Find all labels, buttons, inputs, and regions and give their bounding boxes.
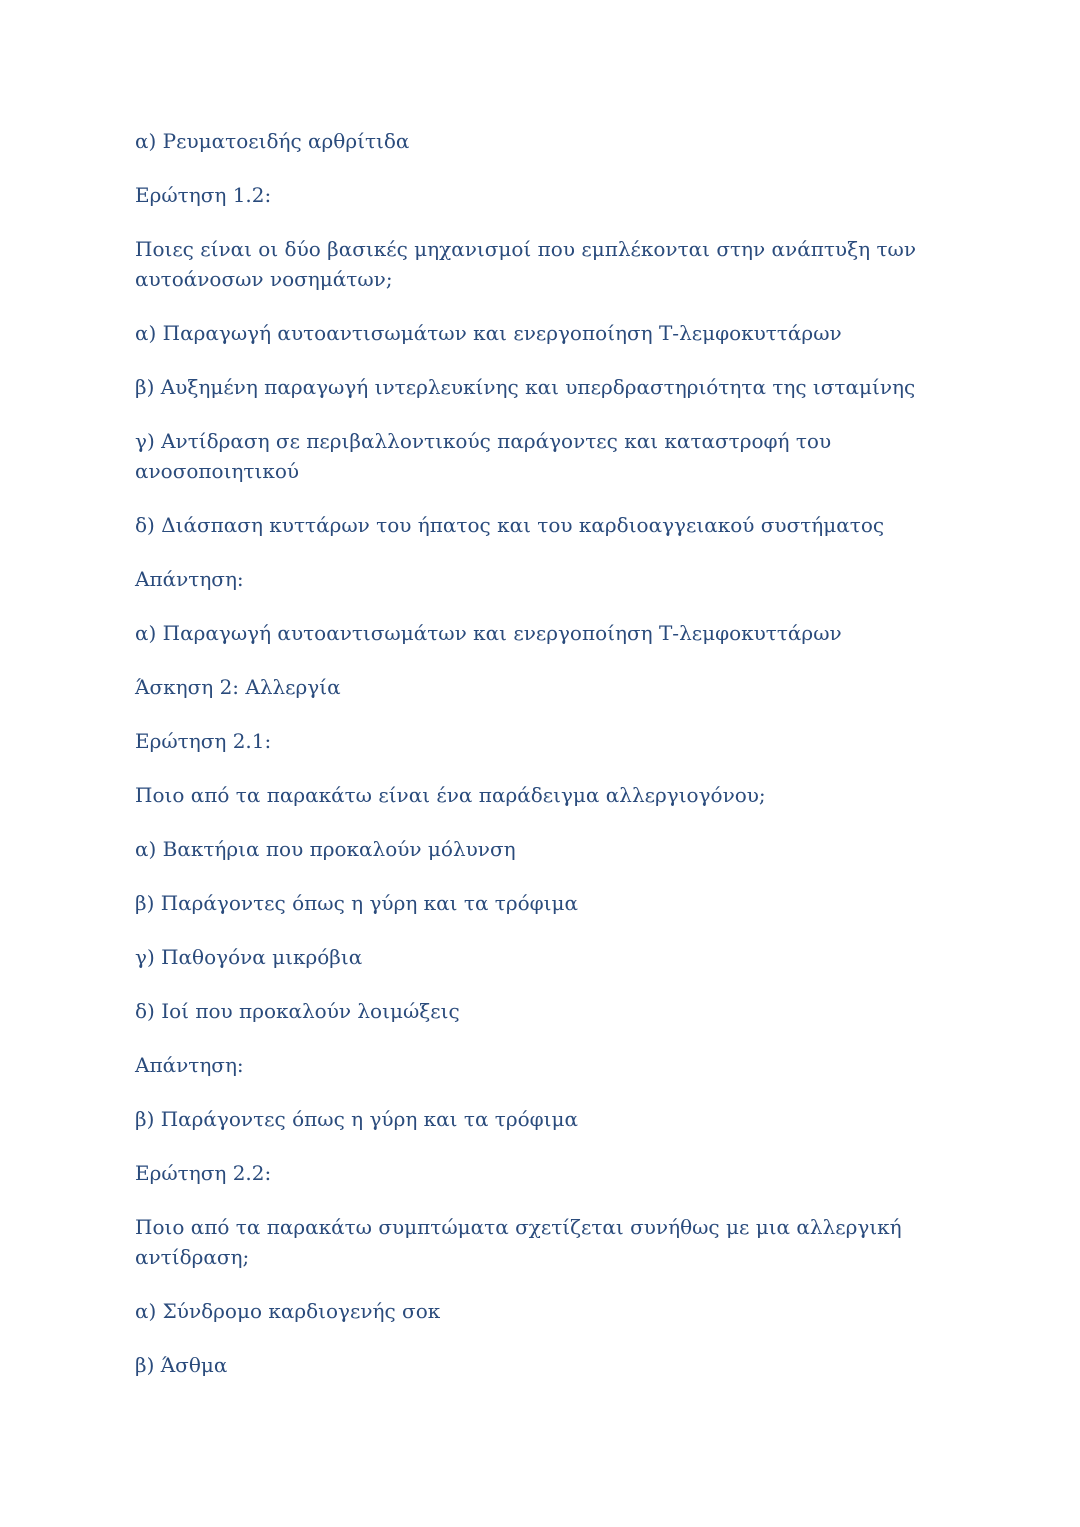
question-heading: Ερώτηση 2.1: — [135, 729, 272, 753]
answer-label: Απάντηση: — [135, 567, 244, 591]
answer-option: β) Παράγοντες όπως η γύρη και τα τρόφιμα — [135, 891, 579, 915]
answer-option: α) Βακτήρια που προκαλούν μόλυνση — [135, 837, 516, 861]
answer-option: α) Ρευματοειδής αρθρίτιδα — [135, 129, 410, 153]
exercise-title: Άσκηση 2: Αλλεργία — [135, 675, 341, 699]
question-heading: Ερώτηση 1.2: — [135, 183, 272, 207]
question-heading: Ερώτηση 2.2: — [135, 1161, 272, 1185]
answer-option: γ) Αντίδραση σε περιβαλλοντικούς παράγοντες και καταστροφή του ανοσοποιητικού — [135, 429, 832, 483]
answer-option: α) Σύνδρομο καρδιογενής σοκ — [135, 1299, 441, 1323]
answer-text: α) Παραγωγή αυτοαντισωμάτων και ενεργοποίηση Τ-λεμφοκυττάρων — [135, 621, 842, 645]
answer-label: Απάντηση: — [135, 1053, 244, 1077]
answer-option: δ) Ιοί που προκαλούν λοιμώξεις — [135, 999, 460, 1023]
answer-option: β) Αυξημένη παραγωγή ιντερλευκίνης και υπερδραστηριότητα της ισταμίνης — [135, 375, 916, 399]
answer-option: γ) Παθογόνα μικρόβια — [135, 945, 363, 969]
question-text: Ποιες είναι οι δύο βασικές μηχανισμοί που εμπλέκονται στην ανάπτυξη των αυτοάνοσων νοσημάτων; — [135, 237, 916, 291]
answer-option: δ) Διάσπαση κυττάρων του ήπατος και του καρδιοαγγειακού συστήματος — [135, 513, 885, 537]
answer-text: β) Παράγοντες όπως η γύρη και τα τρόφιμα — [135, 1107, 579, 1131]
question-text: Ποιο από τα παρακάτω είναι ένα παράδειγμα αλλεργιογόνου; — [135, 783, 766, 807]
answer-option: α) Παραγωγή αυτοαντισωμάτων και ενεργοποίηση Τ-λεμφοκυττάρων — [135, 321, 842, 345]
question-text: Ποιο από τα παρακάτω συμπτώματα σχετίζεται συνήθως με μια αλλεργική αντίδραση; — [135, 1215, 902, 1269]
document-body — [135, 126, 918, 1380]
answer-option: β) Άσθμα — [135, 1353, 228, 1377]
